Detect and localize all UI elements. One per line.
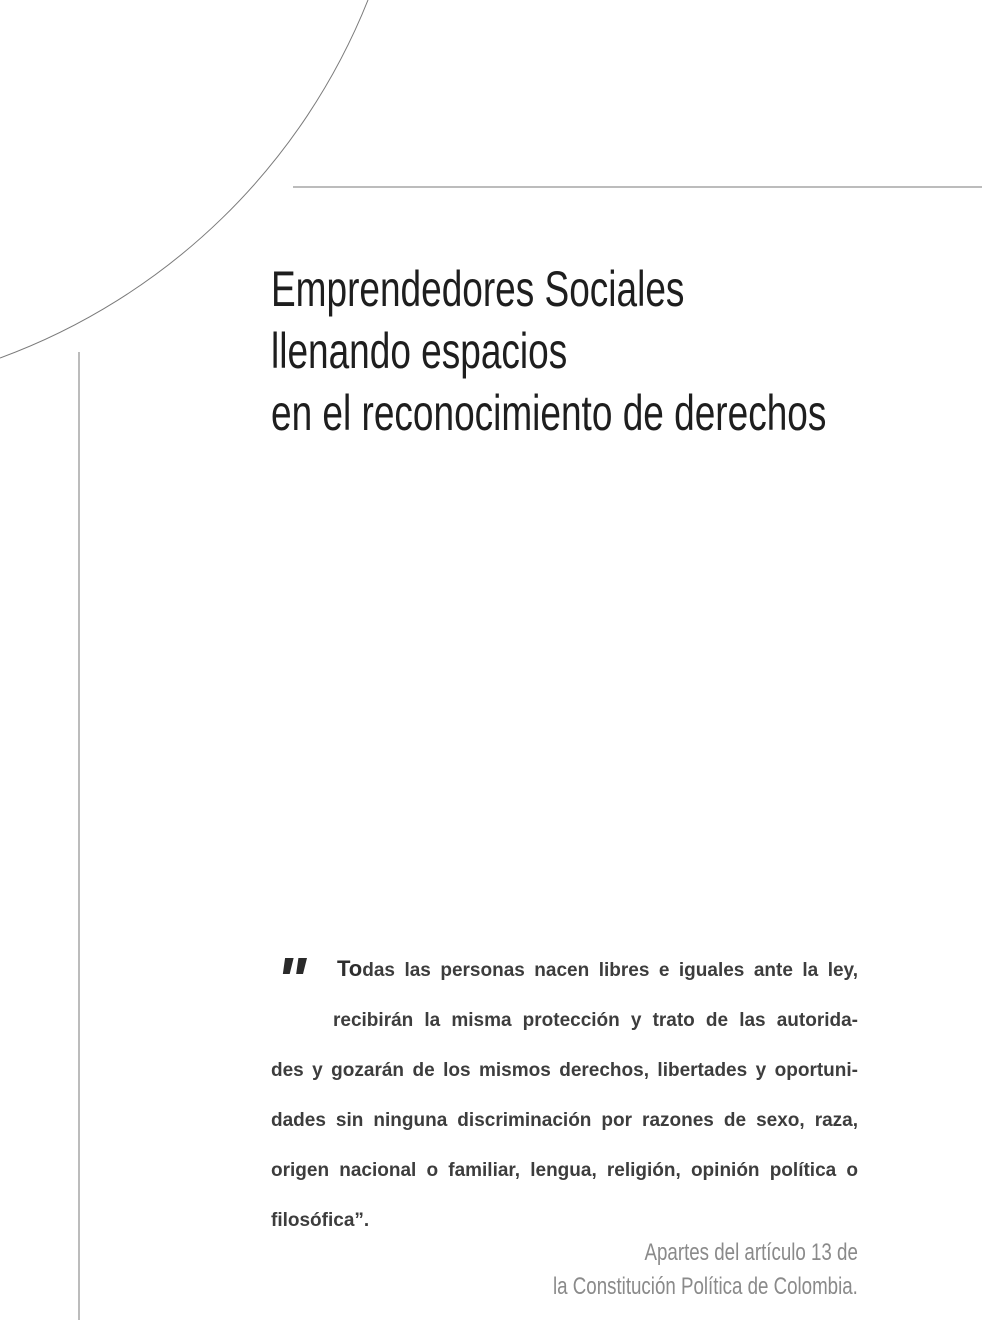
quote-line: origen nacional o familiar, lengua, religión, opinión política o (271, 1160, 858, 1181)
page-title (271, 258, 827, 444)
quote-line: dades sin ninguna discriminación por razones de sexo, raza, (271, 1110, 858, 1131)
quote-source (553, 1236, 858, 1304)
quote-text (271, 944, 858, 1246)
quote-mark: " (276, 944, 301, 1016)
quote-initial: To (337, 956, 363, 981)
quote-line: filosófica”. (271, 1210, 370, 1231)
title-line: Emprendedores Sociales (271, 261, 685, 317)
source-line: Apartes del artículo 13 de (644, 1239, 858, 1266)
source-line: la Constitución Política de Colombia. (553, 1273, 858, 1300)
title-line: en el reconocimiento de derechos (271, 385, 827, 441)
quote-line: recibirán la misma protección y trato de las autorida- (333, 1010, 858, 1031)
quote-line: des y gozarán de los mismos derechos, libertades y oportuni- (271, 1060, 858, 1081)
title-line: llenando espacios (271, 323, 568, 379)
quote-line: Todas las personas nacen libres e iguales ante la ley, (337, 956, 858, 981)
